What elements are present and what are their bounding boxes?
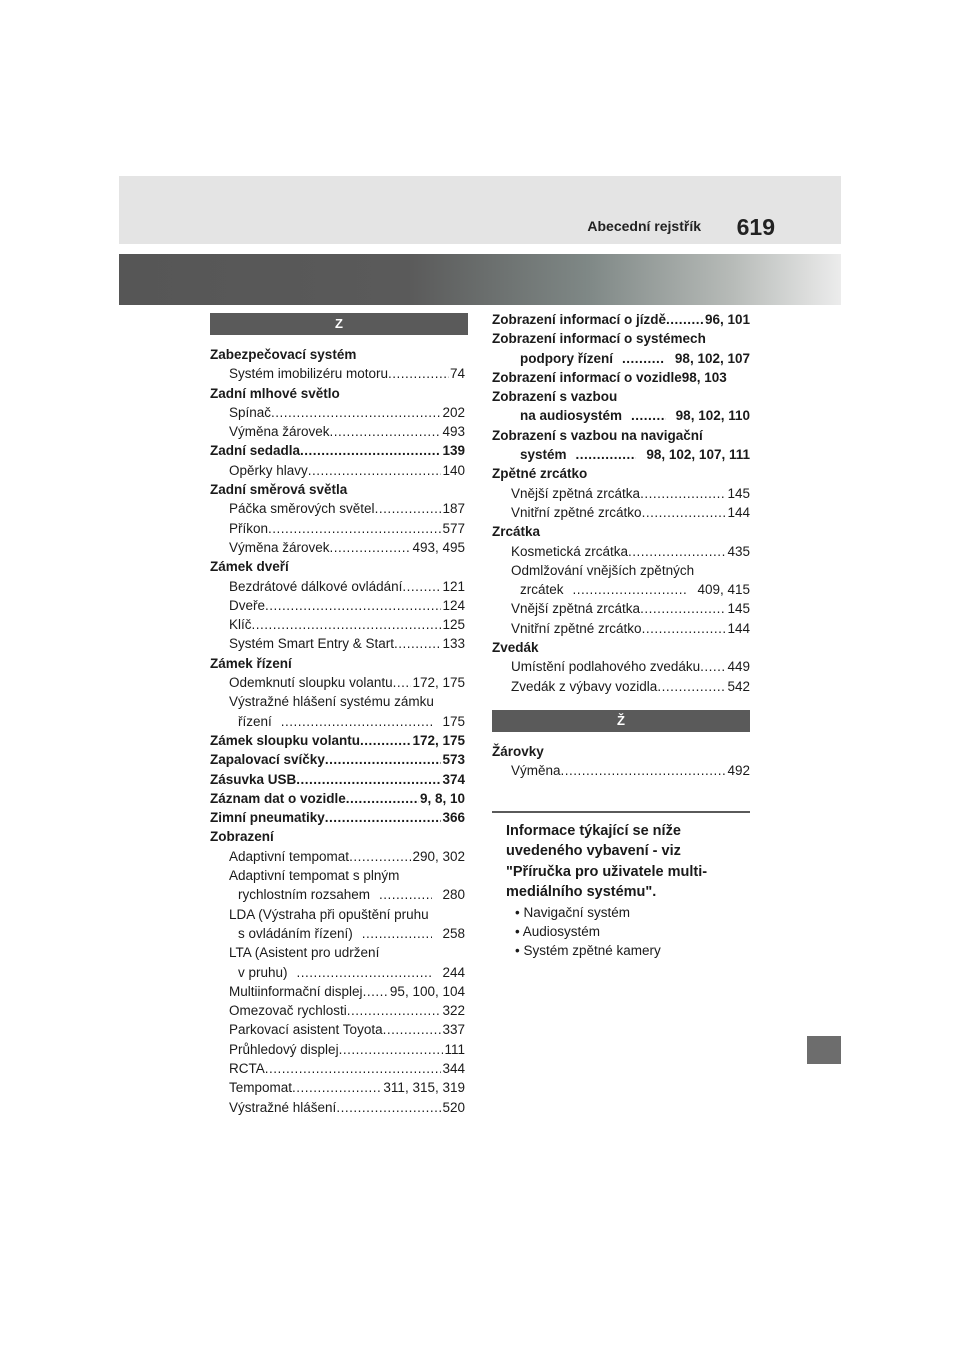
entry-page-ref: 409, 415 — [697, 582, 750, 598]
entry-page-ref: 311, 315, 319 — [383, 1080, 465, 1096]
index-entry — [210, 1098, 465, 1117]
entry-page-ref: 258 — [442, 925, 465, 941]
entry-term: Kosmetická zrcátka — [511, 543, 629, 559]
entry-term: Adaptivní tempomat — [229, 848, 350, 864]
entry-term: v pruhu) — [238, 964, 288, 980]
dot-leader — [296, 770, 441, 789]
entry-page-ref: 435 — [727, 543, 750, 559]
index-entry: Žárovky — [492, 743, 544, 759]
index-entry — [492, 542, 750, 561]
entry-page-ref: 187 — [442, 501, 465, 517]
entry-page-ref: 144 — [727, 504, 750, 520]
entry-page-ref: 121 — [442, 578, 465, 594]
entry-term: podpory řízení — [520, 350, 614, 366]
index-entry — [492, 761, 750, 780]
index-entry: Zpětné zrcátko — [492, 466, 588, 482]
dot-leader — [567, 445, 637, 464]
page-number: 619 — [736, 214, 775, 240]
index-entry: Zrcátka — [492, 524, 541, 540]
index-entry: Zabezpečovací systém — [210, 347, 357, 362]
entry-page-ref: 366 — [442, 810, 465, 826]
dot-leader — [383, 1020, 442, 1039]
dot-leader — [363, 982, 389, 1001]
index-entry — [210, 1059, 465, 1078]
entry-term: Bezdrátové dálkové ovládání — [229, 578, 403, 594]
index-entry — [210, 538, 465, 557]
entry-page-ref: 337 — [442, 1022, 465, 1038]
entry-term: Zásuvka USB — [210, 771, 297, 787]
dot-leader — [393, 673, 412, 692]
info-box-heading: Informace týkající se níže uvedeného vybavení - viz "Příručka pro uživatele multi-mediálního systému". — [506, 822, 708, 901]
index-entry: Zobrazení informací o vozidle98, 103 — [492, 369, 727, 385]
index-entry — [210, 963, 465, 982]
index-entry — [210, 982, 465, 1001]
index-entry — [210, 596, 465, 615]
dot-leader — [347, 1001, 442, 1020]
index-entry — [492, 657, 750, 676]
dot-leader — [700, 657, 726, 676]
section-letter-zh: Ž — [492, 710, 750, 732]
entry-term: Zobrazení informací o jízdě — [492, 312, 667, 327]
dot-leader — [272, 712, 433, 731]
entry-page-ref: 175 — [442, 713, 465, 729]
index-entry — [210, 1040, 465, 1059]
dot-leader — [561, 761, 727, 780]
entry-term: RCTA — [229, 1060, 265, 1076]
dot-leader — [642, 619, 727, 638]
entry-term: Vnější zpětná zrcátka — [511, 601, 641, 617]
index-entry — [210, 577, 465, 596]
index-list-right-zh — [492, 742, 750, 781]
entry-page-ref: 577 — [442, 520, 465, 536]
dot-leader — [402, 577, 441, 596]
entry-page-ref: 573 — [442, 752, 465, 768]
entry-term: Opěrky hlavy — [229, 462, 308, 478]
index-entry — [210, 885, 465, 904]
dot-leader — [330, 538, 412, 557]
dot-leader — [325, 808, 442, 827]
entry-term: Odemknutí sloupku volantu — [229, 675, 393, 691]
entry-term: Systém imobilizéru motoru — [229, 366, 389, 382]
index-entry: Zvedák — [492, 640, 539, 656]
page-header — [119, 176, 841, 244]
dot-leader — [336, 1098, 441, 1117]
dot-leader — [640, 599, 726, 618]
entry-page-ref: 520 — [442, 1099, 465, 1115]
info-box-list — [506, 903, 750, 961]
entry-term: Výměna — [511, 763, 561, 779]
entry-term: řízení — [238, 713, 272, 729]
info-box-item: • Systém zpětné kamery — [515, 943, 661, 959]
entry-term: Vnitřní zpětné zrcátko — [511, 620, 642, 636]
index-entry — [492, 445, 750, 464]
entry-page-ref: 98, 102, 107 — [674, 350, 750, 366]
index-entry — [210, 847, 465, 866]
index-entry — [210, 770, 465, 789]
dot-leader — [388, 364, 449, 383]
index-entry: Zobrazení s vazbou na navigační — [492, 427, 703, 443]
entry-page-ref: 493, 495 — [412, 539, 465, 555]
dot-leader — [353, 924, 433, 943]
index-entry — [210, 422, 465, 441]
index-entry — [492, 406, 750, 425]
entry-term: Příkon — [229, 520, 269, 536]
dot-leader — [360, 731, 411, 750]
index-entry: LTA (Asistent pro udržení — [229, 945, 380, 961]
entry-term: Umístění podlahového zvedáku — [511, 659, 701, 675]
entry-term: s ovládáním řízení) — [238, 925, 353, 941]
entry-page-ref: 74 — [449, 366, 465, 382]
entry-page-ref: 98, 102, 107, 111 — [646, 447, 750, 463]
index-entry — [492, 310, 750, 329]
entry-term: Omezovač rychlosti — [229, 1003, 347, 1019]
dot-leader — [613, 349, 665, 368]
index-entry — [210, 615, 465, 634]
index-entry — [210, 1001, 465, 1020]
dot-leader — [657, 677, 726, 696]
entry-term: Průhledový displej — [229, 1041, 339, 1057]
dot-leader — [642, 503, 727, 522]
index-entry — [210, 924, 465, 943]
dot-leader — [640, 484, 726, 503]
dot-leader — [308, 461, 442, 480]
index-entry — [210, 461, 465, 480]
entry-page-ref: 139 — [442, 443, 465, 459]
dot-leader — [339, 1040, 444, 1059]
index-entry: Zobrazení — [210, 829, 274, 845]
entry-term: na audiosystém — [520, 408, 623, 424]
entry-term: Multiinformační displej — [229, 983, 363, 999]
dot-leader — [265, 1059, 442, 1078]
entry-term: Záznam dat o vozidle — [210, 790, 346, 806]
index-entry: Odmlžování vnějších zpětných — [511, 562, 695, 578]
index-entry — [492, 349, 750, 368]
info-box-item: • Audiosystém — [515, 923, 601, 939]
entry-page-ref: 290, 302 — [412, 848, 465, 864]
entry-page-ref: 172, 175 — [412, 732, 465, 748]
index-entry: Zámek dveří — [210, 559, 289, 575]
entry-term: Zimní pneumatiky — [210, 810, 325, 826]
index-entry — [210, 364, 465, 383]
index-entry — [210, 441, 465, 460]
entry-page-ref: 244 — [442, 964, 465, 980]
dot-leader — [330, 422, 442, 441]
entry-term: Vnější zpětná zrcátka — [511, 485, 641, 501]
header-section-title: Abecední rejstřík — [587, 218, 701, 234]
index-entry — [210, 673, 465, 692]
entry-page-ref: 145 — [727, 485, 750, 501]
entry-term: Páčka směrových světel — [229, 501, 375, 517]
dot-leader — [349, 847, 411, 866]
entry-term: systém — [520, 447, 567, 463]
dot-leader — [265, 596, 441, 615]
entry-page-ref: 202 — [442, 404, 465, 420]
entry-page-ref: 124 — [442, 597, 465, 613]
entry-term: Parkovací asistent Toyota — [229, 1022, 383, 1038]
index-entry — [210, 519, 465, 538]
entry-page-ref: 449 — [727, 659, 750, 675]
entry-page-ref: 95, 100, 104 — [389, 983, 465, 999]
dot-leader — [271, 403, 441, 422]
entry-term: Zvedák z výbavy vozidla — [511, 678, 658, 694]
header-gradient-band — [119, 254, 841, 305]
index-entry — [210, 712, 465, 731]
entry-term: Klíč — [229, 617, 252, 633]
chapter-thumb-tab — [807, 1036, 841, 1064]
index-entry — [210, 789, 465, 808]
entry-page-ref: 542 — [727, 678, 750, 694]
index-entry: Zobrazení s vazbou — [492, 389, 618, 405]
entry-term: Vnitřní zpětné zrcátko — [511, 504, 642, 520]
dot-leader — [292, 1078, 382, 1097]
dot-leader — [268, 519, 441, 538]
entry-page-ref: 111 — [444, 1041, 465, 1057]
dot-leader — [300, 441, 441, 460]
index-entry — [492, 619, 750, 638]
entry-page-ref: 96, 101 — [704, 312, 750, 327]
entry-page-ref: 133 — [442, 636, 465, 652]
dot-leader — [628, 542, 726, 561]
entry-term: Zadní sedadla — [210, 443, 301, 459]
index-entry: Výstražné hlášení systému zámku — [229, 694, 434, 710]
info-box — [492, 811, 750, 961]
entry-page-ref: 144 — [727, 620, 750, 636]
info-box-item: • Navigační systém — [515, 904, 631, 920]
entry-page-ref: 98, 102, 110 — [675, 408, 750, 424]
index-entry — [210, 634, 465, 653]
index-entry — [210, 731, 465, 750]
entry-page-ref: 322 — [442, 1003, 465, 1019]
index-entry — [492, 580, 750, 599]
index-entry — [210, 1078, 465, 1097]
index-list-left — [210, 345, 465, 1117]
index-entry — [210, 1020, 465, 1039]
entry-page-ref: 9, 8, 10 — [419, 790, 465, 806]
entry-term: rychlostním rozsahem — [238, 887, 371, 903]
entry-page-ref: 374 — [442, 771, 465, 787]
index-entry — [492, 599, 750, 618]
index-entry: Zobrazení informací o systémech — [492, 331, 706, 347]
index-entry — [492, 503, 750, 522]
entry-term: Zámek sloupku volantu — [210, 732, 361, 748]
dot-leader — [252, 615, 442, 634]
index-entry — [210, 403, 465, 422]
dot-leader — [375, 499, 442, 518]
dot-leader — [666, 310, 704, 329]
entry-term: Výměna žárovek — [229, 539, 330, 555]
index-entry — [210, 808, 465, 827]
entry-page-ref: 344 — [442, 1060, 465, 1076]
index-entry: LDA (Výstraha při opuštění pruhu — [229, 906, 429, 922]
entry-term: Tempomat — [229, 1080, 293, 1096]
index-column-right — [492, 310, 750, 960]
entry-page-ref: 172, 175 — [412, 675, 465, 691]
dot-leader — [346, 789, 419, 808]
index-entry — [210, 750, 465, 769]
entry-term: Výstražné hlášení — [229, 1099, 337, 1115]
dot-leader — [325, 750, 442, 769]
index-column-left — [210, 316, 465, 1117]
entry-page-ref: 493 — [442, 424, 465, 440]
dot-leader — [288, 963, 433, 982]
index-entry — [210, 499, 465, 518]
entry-term: Výměna žárovek — [229, 424, 330, 440]
entry-term: Systém Smart Entry & Start — [229, 636, 395, 652]
index-entry: Zadní směrová světla — [210, 482, 348, 498]
index-entry: Adaptivní tempomat s plným — [229, 868, 400, 884]
section-letter-z: Z — [210, 313, 468, 335]
index-entry — [492, 677, 750, 696]
index-entry: Zadní mlhové světlo — [210, 385, 340, 401]
entry-page-ref: 125 — [442, 617, 465, 633]
entry-term: Spínač — [229, 404, 272, 420]
entry-page-ref: 492 — [727, 763, 750, 779]
dot-leader — [394, 634, 441, 653]
dot-leader — [370, 885, 432, 904]
entry-term: zrcátek — [520, 582, 564, 598]
entry-page-ref: 145 — [727, 601, 750, 617]
index-entry — [492, 484, 750, 503]
index-list-right-z — [492, 310, 750, 696]
dot-leader — [622, 406, 666, 425]
index-entry: Zámek řízení — [210, 655, 292, 671]
entry-term: Dveře — [229, 597, 266, 613]
entry-page-ref: 140 — [442, 462, 465, 478]
entry-term: Zapalovací svíčky — [210, 752, 325, 768]
dot-leader — [564, 580, 688, 599]
entry-page-ref: 280 — [442, 887, 465, 903]
